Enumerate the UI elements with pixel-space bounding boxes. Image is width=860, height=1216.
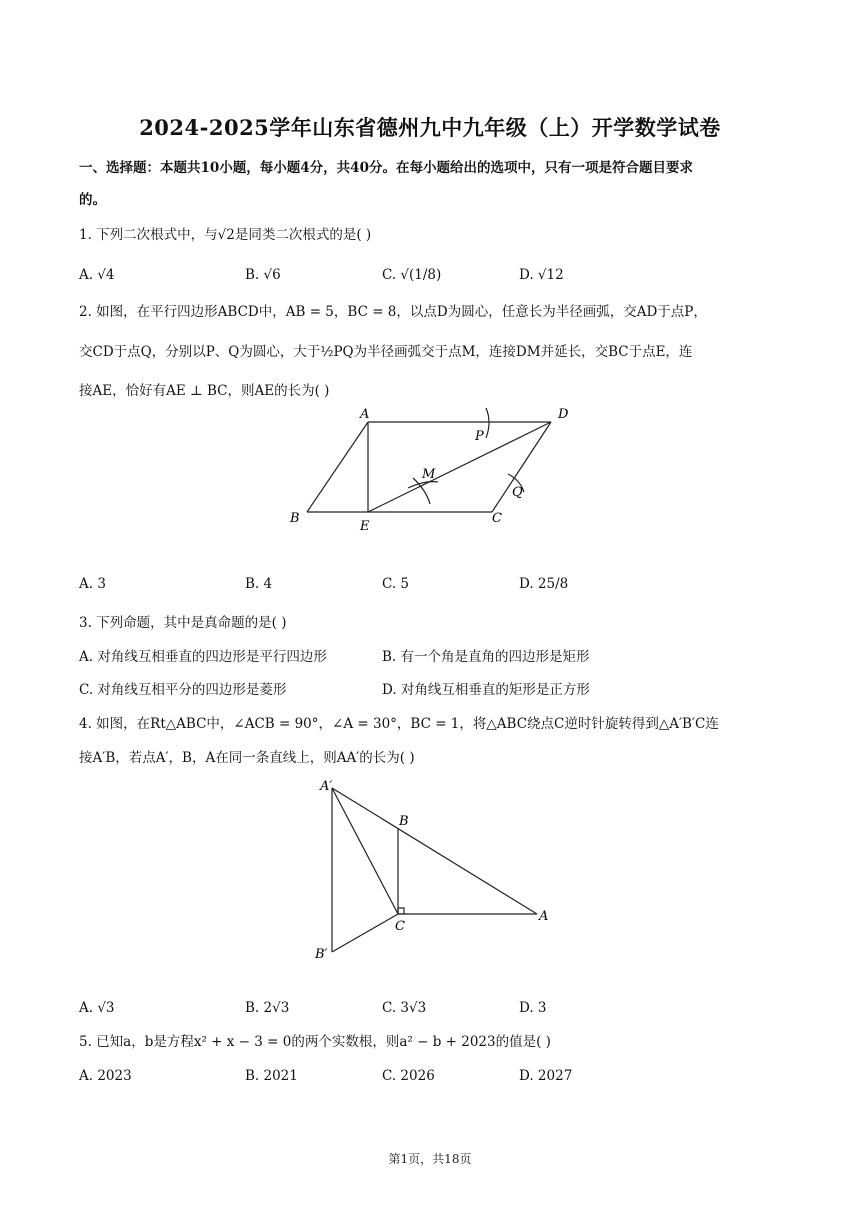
q3-option-b: B. 有一个角是直角的四边形是矩形 <box>382 649 590 665</box>
q4-label-c: C <box>395 919 405 934</box>
q3-option-a: A. 对角线互相垂直的四边形是平行四边形 <box>79 649 327 665</box>
q3-stem: 3. 下列命题，其中是真命题的是( ) <box>79 615 287 631</box>
q1-option-c: C. √(1/8) <box>382 267 442 283</box>
q4-option-d: D. 3 <box>519 1000 547 1016</box>
q1-option-d: D. √12 <box>519 267 564 283</box>
q5-option-b: B. 2021 <box>245 1068 298 1084</box>
q2-stem-line3: 接AE，恰好有AE ⊥ BC，则AE的长为( ) <box>79 383 330 399</box>
q4-label-b-prime: B′ <box>315 947 328 962</box>
q2-option-c: C. 5 <box>382 576 410 592</box>
q4-segment-b-prime-c <box>332 914 398 952</box>
q1-option-b: B. √6 <box>245 267 281 283</box>
q5-option-a: A. 2023 <box>79 1068 132 1084</box>
q3-option-c: C. 对角线互相平分的四边形是菱形 <box>79 682 287 698</box>
q4-label-a: A <box>539 909 549 924</box>
q5-option-c: C. 2026 <box>382 1068 435 1084</box>
q2-arc-p <box>486 408 489 438</box>
q2-parallelogram-figure <box>280 400 580 540</box>
section-instruction-line1: 一、选择题：本题共10小题，每小题4分，共40分。在每小题给出的选项中，只有一项是符合题目要求 <box>79 160 693 176</box>
q2-stem-line1: 2. 如图，在平行四边形ABCD中，AB = 5，BC = 8，以点D为圆心，任意长为半径画弧，交AD于点P， <box>79 304 707 320</box>
q4-stem-line1: 4. 如图，在Rt△ABC中，∠ACB = 90°，∠A = 30°，BC = 1，将△ABC绕点C逆时针旋转得到△A′B′C连 <box>79 716 719 732</box>
q4-segment-a-prime-c <box>332 788 398 914</box>
q1-option-a: A. √4 <box>79 267 115 283</box>
q2-side-ab <box>307 422 368 512</box>
section-instruction-line2: 的。 <box>79 192 106 208</box>
q4-label-a-prime: A′ <box>320 779 333 794</box>
q4-triangle-figure <box>305 770 565 970</box>
q2-label-c: C <box>492 511 502 526</box>
q2-label-m: M <box>422 467 436 482</box>
q4-option-b: B. 2√3 <box>245 1000 290 1016</box>
q2-option-a: A. 3 <box>79 576 106 592</box>
q4-option-c: C. 3√3 <box>382 1000 427 1016</box>
q2-label-p: P <box>475 429 484 444</box>
q2-option-b: B. 4 <box>245 576 273 592</box>
q4-line-a-prime-a <box>332 788 537 914</box>
q2-segment-de <box>368 422 551 512</box>
q5-option-d: D. 2027 <box>519 1068 573 1084</box>
q4-stem-line2: 接A′B，若点A′，B，A在同一条直线上，则AA′的长为( ) <box>79 750 415 766</box>
q2-label-a: A <box>360 407 370 422</box>
q1-stem: 1. 下列二次根式中，与√2是同类二次根式的是( ) <box>79 227 372 243</box>
q2-label-e: E <box>360 519 370 534</box>
q4-right-angle-mark <box>398 908 404 914</box>
q2-label-q: Q <box>512 485 523 500</box>
page-title: 2024-2025学年山东省德州九中九年级（上）开学数学试卷 <box>139 115 721 140</box>
q2-option-d: D. 25/8 <box>519 576 569 592</box>
q5-stem: 5. 已知a，b是方程x² + x − 3 = 0的两个实数根，则a² − b + 2023的值是( ) <box>79 1034 551 1050</box>
q4-label-b: B <box>399 814 409 829</box>
q4-option-a: A. √3 <box>79 1000 115 1016</box>
page-footer: 第1页，共18页 <box>388 1152 472 1166</box>
q2-label-d: D <box>558 407 569 422</box>
q2-stem-line2: 交CD于点Q，分别以P、Q为圆心，大于½PQ为半径画弧交于点M，连接DM并延长，交BC于点E，连 <box>79 344 693 360</box>
q3-option-d: D. 对角线互相垂直的矩形是正方形 <box>382 682 590 698</box>
q2-label-b: B <box>290 511 300 526</box>
